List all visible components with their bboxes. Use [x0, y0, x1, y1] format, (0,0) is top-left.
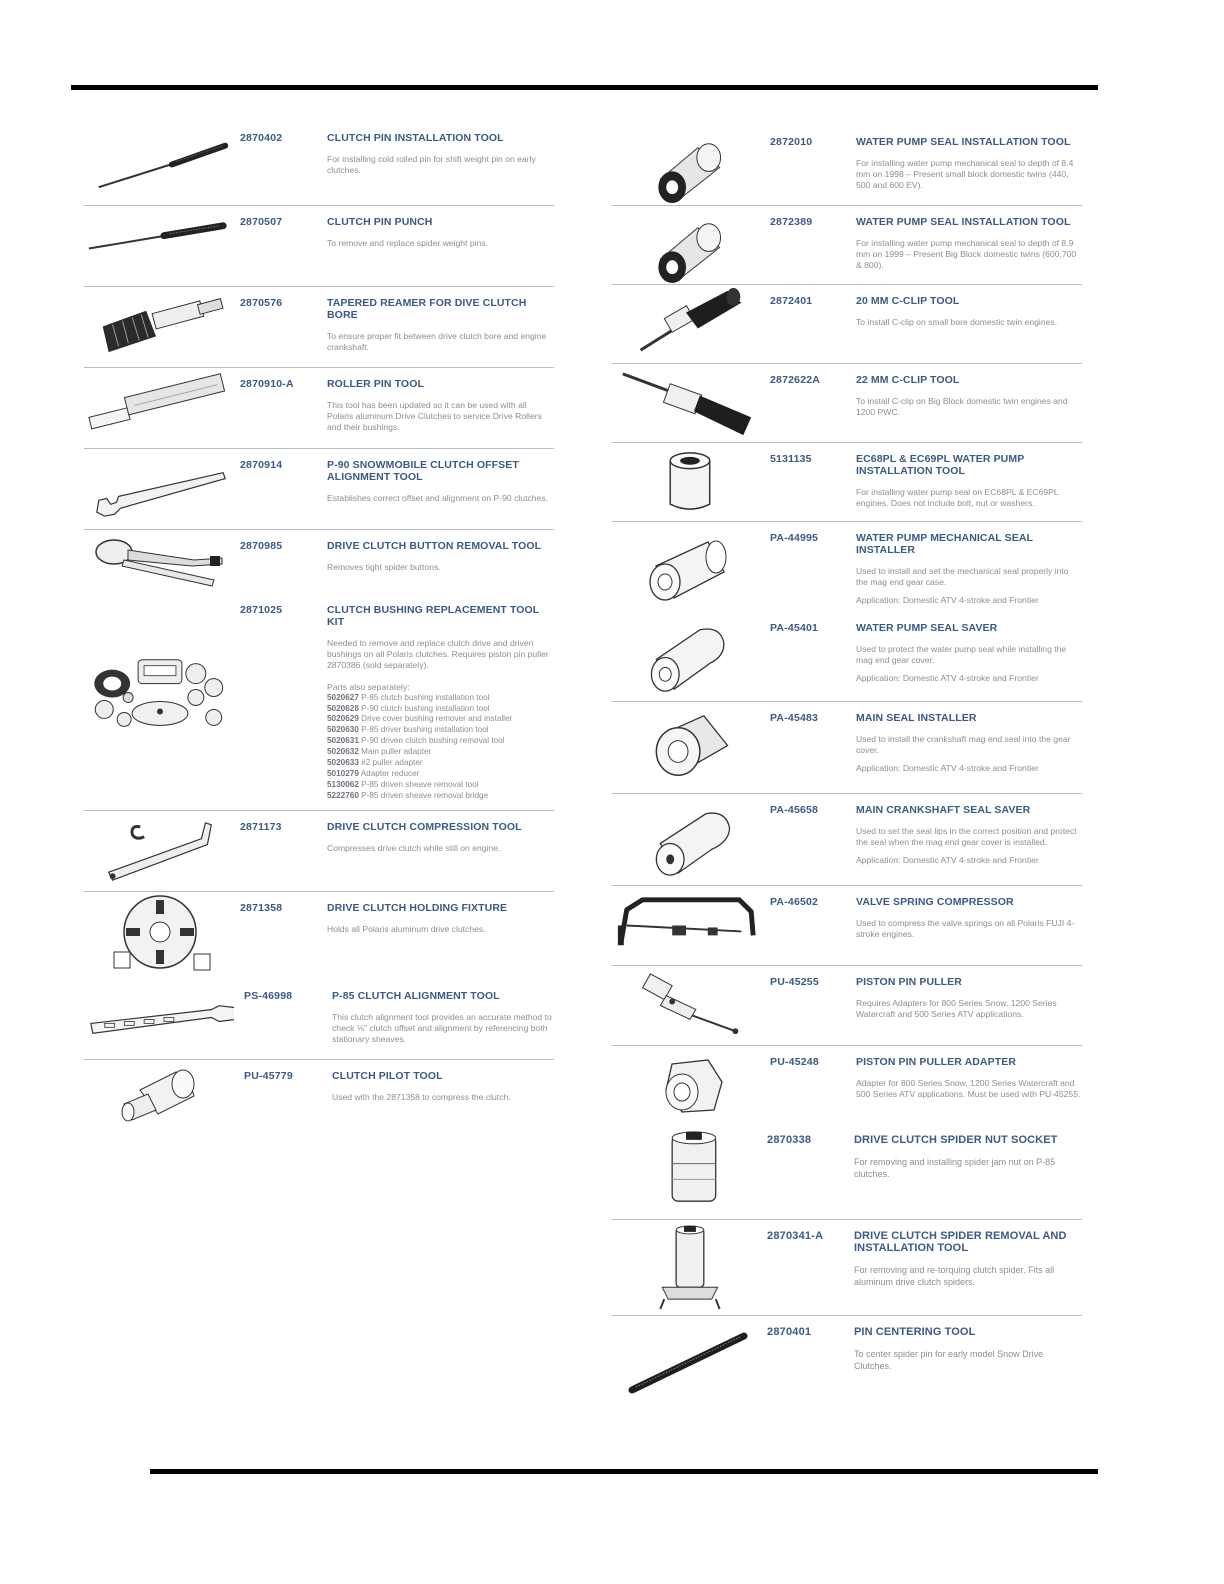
- tool-name: WATER PUMP SEAL INSTALLATION TOOL: [856, 216, 1071, 228]
- tool-name: P-90 SNOWMOBILE CLUTCH OFFSET ALIGNMENT TOOL: [327, 459, 519, 483]
- part-number: 2872622A: [770, 374, 821, 386]
- parts-list: [327, 693, 552, 802]
- tool-name: MAIN SEAL INSTALLER: [856, 712, 977, 724]
- puller-adapter-icon: [612, 1046, 762, 1124]
- tool-entry: [612, 612, 1082, 702]
- tool-description: Needed to remove and replace clutch drive and driven bushings on all Polaris clutches. Requires piston pin puller 2870386 (sold separately).: [327, 638, 549, 671]
- part-number: 2870507: [240, 216, 283, 228]
- tool-entry: [612, 1316, 1082, 1400]
- piston-pin-puller-icon: [612, 966, 762, 1045]
- parts-list-item: 5020628 P-90 clutch bushing installation tool: [327, 703, 490, 713]
- tool-name: CLUTCH PILOT TOOL: [332, 1070, 443, 1082]
- valve-spring-compressor-icon: [612, 886, 762, 965]
- tool-description: Used to install the crankshaft mag end seal into the gear cover.: [856, 734, 1071, 756]
- tool-description: For installing water pump mechanical seal to depth of 8.4 mm on 1998 – Present small block domestic twins (440, 500 and 600 EV).: [856, 158, 1074, 191]
- tool-description: Compresses drive clutch while still on engine.: [327, 843, 501, 853]
- part-number: 2870985: [240, 540, 283, 552]
- tapered-reamer-icon: [84, 287, 234, 367]
- part-number: 2870401: [767, 1326, 812, 1338]
- tool-description: Establishes correct offset and alignment on P-90 clutches.: [327, 493, 549, 503]
- tool-entry: [612, 364, 1082, 443]
- tool-name: DRIVE CLUTCH SPIDER NUT SOCKET: [854, 1134, 1058, 1146]
- part-number: 2872401: [770, 295, 813, 307]
- part-number: 5131135: [770, 453, 812, 465]
- tool-entry: [612, 886, 1082, 966]
- tool-name: EC68PL & EC69PL WATER PUMP INSTALLATION TOOL: [856, 453, 1025, 477]
- tool-entry: [612, 522, 1082, 612]
- offset-alignment-tool-icon: [84, 449, 234, 529]
- parts-list-item: 5020630 P-85 driver bushing installation tool: [327, 725, 489, 735]
- tool-name: PIN CENTERING TOOL: [854, 1326, 976, 1338]
- tool-entry: [84, 1060, 554, 1140]
- tool-description: Removes tight spider buttons.: [327, 562, 441, 572]
- spider-nut-socket-icon: [612, 1124, 762, 1219]
- tool-description: To install C-clip on Big Block domestic twin engines and 1200 PWC.: [856, 396, 1068, 418]
- tool-application: Application: Domestic ATV 4-stroke and Frontier: [856, 673, 1039, 684]
- parts-list-item: 5130062 P-85 driven sheave removal tool: [327, 779, 479, 789]
- tool-entry: [84, 980, 554, 1060]
- tool-description: For removing and re-torquing clutch spider. Fits all aluminum drive clutch spiders.: [854, 1265, 1055, 1287]
- tool-description: Used to protect the water pump seal while installing the mag end gear cover.: [856, 644, 1067, 666]
- tool-description: To install C-clip on small bore domestic twin engines.: [856, 317, 1058, 327]
- part-number: 2871358: [240, 902, 283, 914]
- part-number: 2870910-A: [240, 378, 294, 390]
- pin-centering-tool-icon: [612, 1316, 762, 1400]
- tool-description: For removing and installing spider jam nut on P-85 clutches.: [854, 1157, 1056, 1179]
- tool-name: PISTON PIN PULLER ADAPTER: [856, 1056, 1017, 1068]
- tool-name: DRIVE CLUTCH SPIDER REMOVAL AND INSTALLATION TOOL: [854, 1230, 1067, 1254]
- tool-description: To ensure proper fit between drive clutch bore and engine crankshaft.: [327, 331, 547, 353]
- header-rule: [71, 85, 1098, 90]
- tool-application: Application: Domestic ATV 4-stroke and Frontier: [856, 595, 1039, 606]
- part-number: 2870338: [767, 1134, 812, 1146]
- pin-installation-tool-icon: [84, 122, 234, 205]
- tool-entry: [612, 126, 1082, 206]
- part-number: 2871173: [240, 821, 282, 833]
- tool-description: For installing water pump mechanical seal to depth of 8.9 mm on 1999 – Present Big Block domestic twins (600,700 & 800).: [856, 238, 1077, 271]
- tool-description: This clutch alignment tool provides an accurate method to check ⅛" clutch offset and alignment by referencing both stationary sheaves.: [332, 1012, 552, 1045]
- parts-heading: Parts also separately:: [327, 681, 410, 692]
- part-number: PU-45779: [244, 1070, 293, 1082]
- part-number: PS-46998: [244, 990, 293, 1002]
- tool-name: WATER PUMP SEAL SAVER: [856, 622, 998, 634]
- seal-installer-icon: [612, 206, 762, 284]
- tool-application: Application: Domestic ATV 4-stroke and Frontier: [856, 763, 1039, 774]
- seal-saver-icon: [612, 612, 762, 701]
- roller-pin-tool-icon: [84, 368, 234, 448]
- tool-description: To center spider pin for early model Snow Drive Clutches.: [854, 1349, 1044, 1371]
- parts-list-item: 5020632 Main puller adapter: [327, 747, 432, 757]
- tool-name: P-85 CLUTCH ALIGNMENT TOOL: [332, 990, 500, 1002]
- tool-entry: [612, 443, 1082, 522]
- tool-description: For installing water pump seal on EC68PL & EC69PL engines. Does not include bolt, nut or washers.: [856, 487, 1059, 509]
- tool-description: Adapter for 800 Series Snow, 1200 Series Watercraft and 500 Series ATV applications. Must be used with PU-45255.: [856, 1078, 1081, 1100]
- tool-entry: [84, 892, 554, 980]
- tool-description: Holds all Polaris aluminum drive clutches.: [327, 924, 486, 934]
- tool-description: Used to set the seal lips in the correct position and protect the seal when the mag end gear cover is installed.: [856, 826, 1077, 848]
- holding-fixture-icon: [84, 892, 234, 980]
- locking-pliers-icon: [84, 530, 234, 594]
- parts-list-item: 5020633 #2 puller adapter: [327, 758, 423, 768]
- part-number: PU-45248: [770, 1056, 819, 1068]
- tool-entry: [84, 206, 554, 287]
- tool-name: DRIVE CLUTCH COMPRESSION TOOL: [327, 821, 522, 833]
- part-number: 2872389: [770, 216, 813, 228]
- tool-name: MAIN CRANKSHAFT SEAL SAVER: [856, 804, 1031, 816]
- right-tool-column: [612, 126, 1082, 1400]
- tool-description: Used with the 2871358 to compress the clutch.: [332, 1092, 511, 1102]
- spider-removal-tool-icon: [612, 1220, 762, 1315]
- part-number: PA-45483: [770, 712, 819, 724]
- main-seal-installer-icon: [612, 702, 762, 793]
- part-number: 2871025: [240, 604, 283, 616]
- pump-installation-cup-icon: [612, 443, 762, 521]
- tool-application: Application: Domestic ATV 4-stroke and Frontier: [856, 855, 1039, 866]
- tool-entry: [84, 287, 554, 368]
- tool-name: VALVE SPRING COMPRESSOR: [856, 896, 1014, 908]
- tool-entry: [612, 702, 1082, 794]
- tool-entry: [84, 449, 554, 530]
- part-number: PU-45255: [770, 976, 819, 988]
- tool-description: This tool has been updated so it can be used with all Polaris aluminum Drive Clutches to service Drive Rollers and their bushings.: [327, 400, 542, 433]
- tool-name: 22 MM C-CLIP TOOL: [856, 374, 960, 386]
- compression-tool-icon: [84, 811, 234, 891]
- part-number: PA-44995: [770, 532, 819, 544]
- tool-entry: [612, 206, 1082, 285]
- tool-name: DRIVE CLUTCH BUTTON REMOVAL TOOL: [327, 540, 542, 552]
- tool-description: Used to install and set the mechanical seal properly into the mag end gear case.: [856, 566, 1069, 588]
- tool-entry: [612, 285, 1082, 364]
- tool-name: CLUTCH BUSHING REPLACEMENT TOOL KIT: [327, 604, 540, 628]
- parts-list-item: 5020631 P-90 driven clutch bushing removal tool: [327, 736, 505, 746]
- tool-entry: [612, 794, 1082, 886]
- tool-description: To remove and replace spider weight pins.: [327, 238, 488, 248]
- clutch-alignment-tool-icon: [84, 980, 234, 1059]
- parts-list-item: 5020629 Drive cover bushing remover and installer: [327, 714, 513, 724]
- tool-name: PISTON PIN PULLER: [856, 976, 962, 988]
- part-number: 2872010: [770, 136, 813, 148]
- seal-installer-icon: [612, 126, 762, 205]
- tool-description: Used to compress the valve springs on all Polaris FUJI 4-stroke engines.: [856, 918, 1075, 940]
- bushing-kit-icon: [84, 594, 234, 810]
- pin-punch-icon: [84, 206, 234, 286]
- part-number: PA-45401: [770, 622, 819, 634]
- left-tool-column: [84, 122, 554, 1140]
- parts-list-item: 5222760 P-85 driven sheave removal bridge: [327, 790, 489, 800]
- tool-entry: [84, 811, 554, 892]
- c-clip-tool-icon: [612, 285, 762, 363]
- tool-entry: [84, 122, 554, 206]
- pilot-tool-icon: [84, 1060, 234, 1140]
- part-number: 2870402: [240, 132, 283, 144]
- tool-entry: [84, 368, 554, 449]
- tool-description: For installing cold rolled pin for shift weight pin on early clutches.: [327, 154, 536, 176]
- tool-name: WATER PUMP SEAL INSTALLATION TOOL: [856, 136, 1071, 148]
- part-number: 2870914: [240, 459, 283, 471]
- tool-entry: [612, 1046, 1082, 1124]
- tool-name: TAPERED REAMER FOR DIVE CLUTCH BORE: [327, 297, 527, 321]
- tool-name: DRIVE CLUTCH HOLDING FIXTURE: [327, 902, 508, 914]
- c-clip-tool-icon: [612, 364, 762, 442]
- parts-list-item: 5020627 P-85 clutch bushing installation tool: [327, 692, 490, 702]
- crankshaft-seal-saver-icon: [612, 794, 762, 885]
- tool-name: WATER PUMP MECHANICAL SEAL INSTALLER: [856, 532, 1033, 556]
- tool-name: 20 MM C-CLIP TOOL: [856, 295, 960, 307]
- part-number: 2870576: [240, 297, 283, 309]
- tool-name: ROLLER PIN TOOL: [327, 378, 424, 390]
- mechanical-seal-installer-icon: [612, 522, 762, 612]
- tool-entry: [612, 1220, 1082, 1316]
- part-number: PA-45658: [770, 804, 819, 816]
- tool-entry: [84, 594, 554, 811]
- part-number: PA-46502: [770, 896, 819, 908]
- tool-description: Requires Adapters for 800 Series Snow, 1200 Series Watercraft and 500 Series ATV applications.: [856, 998, 1057, 1020]
- part-number: 2870341-A: [767, 1230, 824, 1242]
- footer-rule: [150, 1469, 1098, 1474]
- tool-entry: [612, 1124, 1082, 1220]
- tool-name: CLUTCH PIN INSTALLATION TOOL: [327, 132, 504, 144]
- parts-list-item: 5010279 Adapter reducer: [327, 768, 420, 778]
- tool-entry: [612, 966, 1082, 1046]
- tool-name: CLUTCH PIN PUNCH: [327, 216, 433, 228]
- tool-entry: [84, 530, 554, 594]
